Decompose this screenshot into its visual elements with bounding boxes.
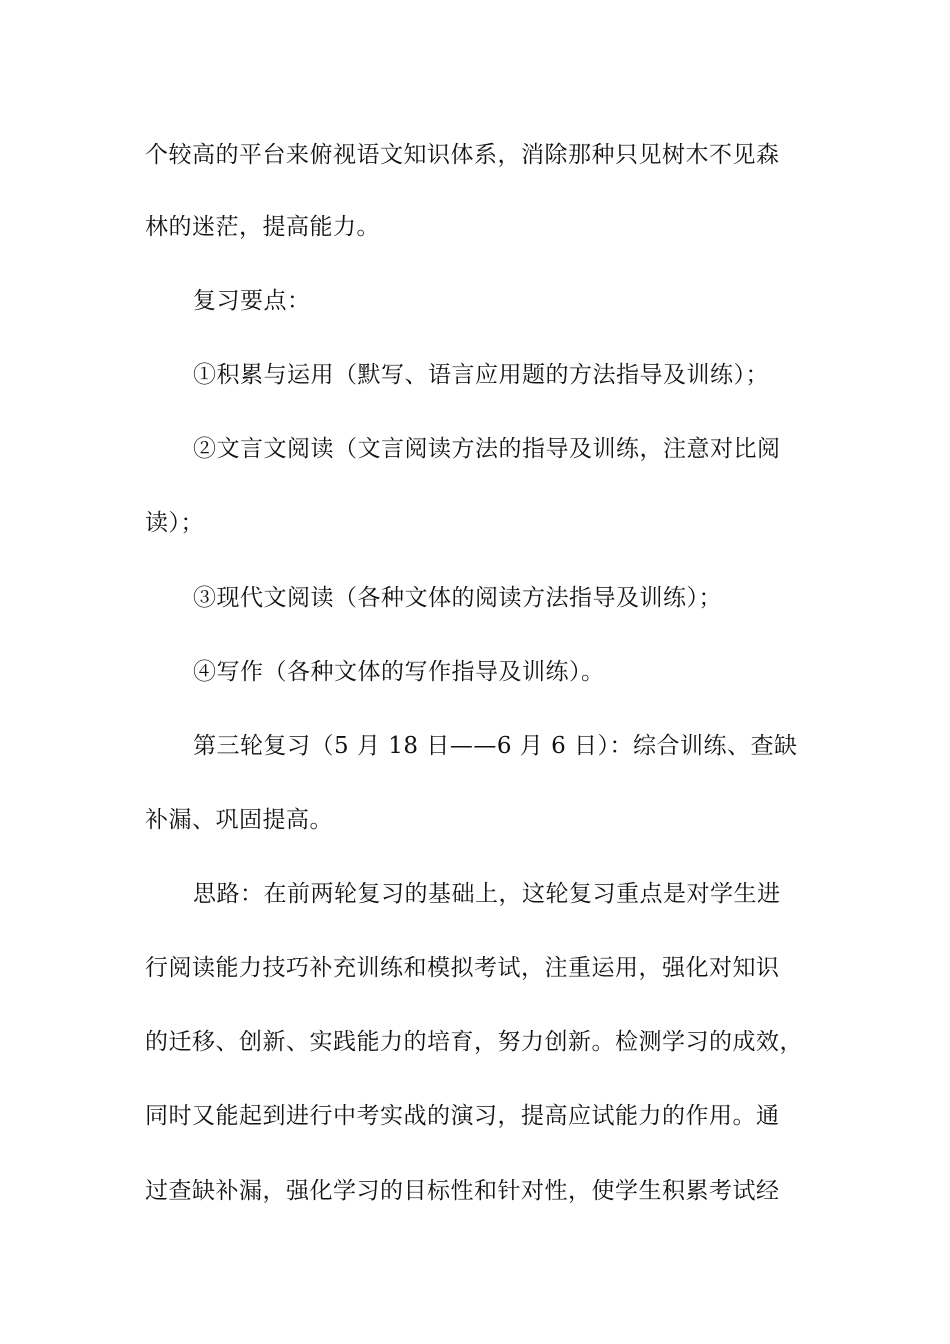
section-heading: 复习要点： (193, 288, 311, 314)
text-line: 补漏、巩固提高。 (145, 807, 333, 833)
text-line: 行阅读能力技巧补充训练和模拟考试，注重运用，强化对知识 (145, 955, 780, 981)
text-line: 同时又能起到进行中考实战的演习，提高应试能力的作用。通 (145, 1103, 780, 1129)
section-heading: 第三轮复习（5 月 18 日——6 月 6 日）：综合训练、查缺 (193, 733, 798, 759)
list-item: ②文言文阅读（文言阅读方法的指导及训练，注意对比阅 (193, 436, 781, 462)
text-line: 林的迷茫，提高能力。 (145, 214, 380, 240)
text-line: 个较高的平台来俯视语文知识体系，消除那种只见树木不见森 (145, 142, 780, 168)
paragraph-line: 思路：在前两轮复习的基础上，这轮复习重点是对学生进 (193, 881, 781, 907)
list-item: ③现代文阅读（各种文体的阅读方法指导及训练）； (193, 585, 722, 611)
list-item: ①积累与运用（默写、语言应用题的方法指导及训练）； (193, 362, 769, 388)
text-line: 的迁移、创新、实践能力的培育，努力创新。检测学习的成效， (145, 1029, 803, 1055)
text-line: 读）； (145, 510, 204, 536)
text-line: 过查缺补漏，强化学习的目标性和针对性，使学生积累考试经 (145, 1178, 780, 1204)
list-item: ④写作（各种文体的写作指导及训练）。 (193, 659, 605, 685)
